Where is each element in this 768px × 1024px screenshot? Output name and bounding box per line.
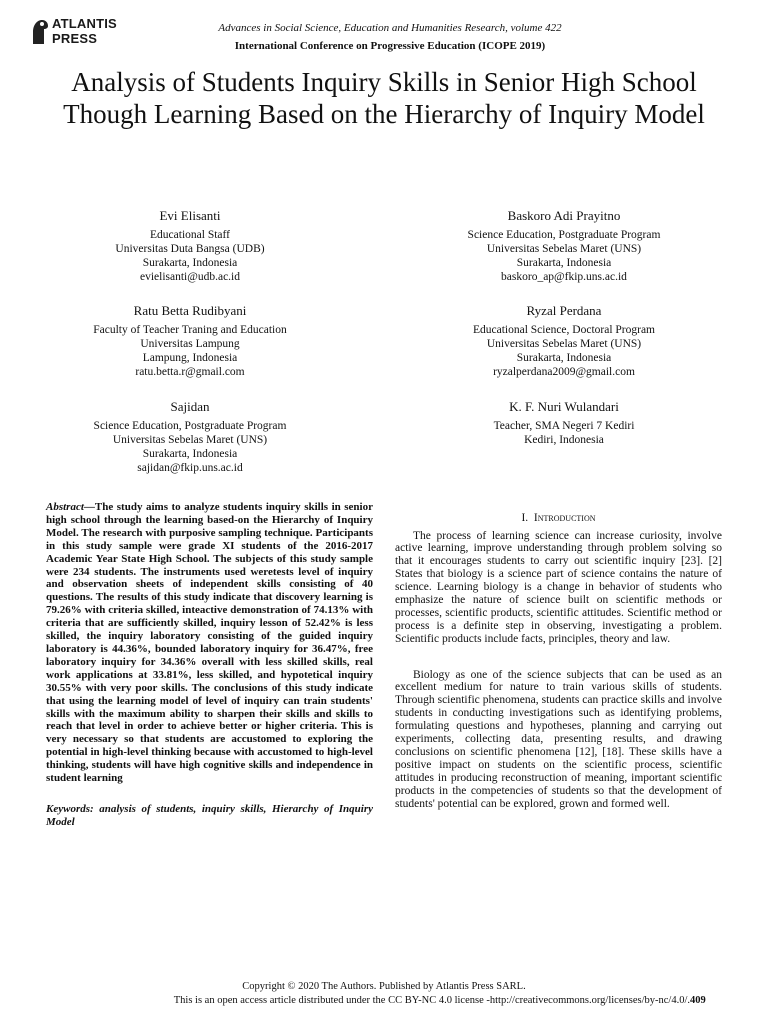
conference-header: International Conference on Progressive Education (ICOPE 2019): [234, 40, 546, 52]
author-block: [40, 209, 340, 284]
author-affiliation-line: Science Education, Postgraduate Program: [93, 420, 287, 432]
author-name: Baskoro Adi Prayitno: [507, 208, 621, 223]
author-affiliation-line: Educational Science, Doctoral Program: [472, 324, 656, 336]
license-link[interactable]: This is an open access article distributed under the CC BY-NC 4.0 license -http://creativecommons.org/licenses/by-nc/4.0/.: [173, 995, 690, 1006]
intro-paragraph: Biology as one of the science subjects that can be used as an excellent medium for nature to train various skills of students. Through scientific phenomena, students can practice skills and involve students in conducting investigations such as identifying problems, formulating questions and hypotheses, planning and carrying out experiments, collecting data, presenting results, and drawing conclusions on scientific phenomena [12], [18]. These skills have a positive impact on students on the scientific process, scientific attitudes in producing reconstruction of meaning, important scientific products in the competencies of students so that the development of students' potential can be explored, grown and formed well.: [395, 668, 722, 810]
author-name: Sajidan: [170, 399, 210, 414]
author-affiliation-line: Universitas Sebelas Maret (UNS): [486, 243, 642, 255]
copyright-notice: Copyright © 2020 The Authors. Published by Atlantis Press SARL.: [242, 981, 526, 992]
intro-paragraph: The process of learning science can increase curiosity, involve active learning, improve understanding through problem solving so that it encourages students to carry out scientific inquiry [23]. [2] States that biology is a science part of science contains the nature of science. Learning biology is a change in behavior of students who emphasize the nature of science built on scientific methods or processes, scientific products, scientific attitudes. Scientific method or process is a definite step in observing, investigating a problem. Scientific products include facts, principles, theory and law.: [395, 529, 722, 645]
author-block: [40, 304, 340, 379]
section-title: Introduction: [533, 512, 596, 524]
paper-title: Analysis of Students Inquiry Skills in Senior High School Though Learning Based on the Hierarchy of Inquiry Model: [63, 67, 705, 129]
author-affiliation-line: Surakarta, Indonesia: [516, 257, 612, 269]
author-affiliation-line: Surakarta, Indonesia: [516, 352, 612, 364]
abstract-text: —The study aims to analyze students inquiry skills in senior high school through the learning based-on the Hierarchy of Inquiry Model. The research with purposive sampling technique. Participants in this study sample were grade XI students of the 2016-2017 Academic Year State High School. The subjects of this study sample were 234 students. The instruments used weretests level of inquiry and observation sheets of independent skills consisting of 40 questions. The results of this study indicate that discovery learning is 79.26% with criteria skilled, inteactive demonstration of 74.13% with criteria that are sufficiently skilled, inquiry lesson of 52.42% is less skilled, the inquiry laboratory consisting of the guided inquiry laboratory is 44.36%, bounded laboratory inquiry for 36.47%, free laboratory inquiry for 34.36% overall with less skilled skills, real work applications at 33.81%, less skilled, and hypotetical inquiry 30.55% with very poor skills. The conclusions of this study indicate that using the learning model of level of inquiry can train students' skills with the maximum ability to sharpen their skills and skills to reach that level in order to achieve better or higher criteria. This is very necessary so that students are accustomed to exploring the potential in high-level thinking because with accustomed to high-level thinking, students will have high cognitive skills and independence in student learning: [46, 501, 373, 785]
author-email: sajidan@fkip.uns.ac.id: [137, 462, 243, 474]
author-affiliation-line: Surakarta, Indonesia: [142, 448, 238, 460]
publisher-logo-icon: [30, 16, 50, 46]
publisher-name-line1: ATLANTIS: [52, 16, 117, 31]
page-number: 409: [690, 995, 706, 1006]
author-name: Evi Elisanti: [159, 208, 221, 223]
author-affiliation-line: Teacher, SMA Negeri 7 Kediri: [493, 420, 635, 432]
author-affiliation-line: Educational Staff: [150, 229, 230, 241]
author-block: [414, 209, 714, 284]
author-block: [40, 400, 340, 475]
author-email: ryzalperdana2009@gmail.com: [493, 366, 635, 378]
author-name: Ratu Betta Rudibyani: [133, 303, 247, 318]
author-email: baskoro_ap@fkip.uns.ac.id: [501, 271, 627, 283]
keywords: Keywords: analysis of students, inquiry skills, Hierarchy of Inquiry Model: [46, 803, 373, 828]
publisher-name-line2: PRESS: [52, 31, 98, 46]
author-affiliation-line: Kediri, Indonesia: [524, 434, 604, 446]
author-affiliation-line: Universitas Sebelas Maret (UNS): [486, 338, 642, 350]
author-email: evielisanti@udb.ac.id: [139, 271, 240, 283]
author-name: K. F. Nuri Wulandari: [509, 399, 619, 414]
author-affiliation-line: Surakarta, Indonesia: [142, 257, 238, 269]
journal-header: Advances in Social Science, Education and Humanities Research, volume 422: [218, 22, 562, 34]
author-affiliation-line: Science Education, Postgraduate Program: [467, 229, 661, 241]
section-number: I.: [521, 512, 529, 524]
author-affiliation-line: Faculty of Teacher Traning and Education: [93, 324, 287, 336]
author-affiliation-line: Universitas Lampung: [140, 338, 240, 350]
abstract: [46, 501, 373, 785]
author-affiliation-line: Lampung, Indonesia: [142, 352, 238, 364]
abstract-label: Abstract: [46, 501, 84, 513]
author-affiliation-line: Universitas Duta Bangsa (UDB): [115, 243, 265, 255]
publisher-logo: [30, 16, 130, 50]
author-email: ratu.betta.r@gmail.com: [135, 366, 245, 378]
section-heading-introduction: [395, 512, 722, 524]
author-block: [414, 304, 714, 379]
author-block: [414, 400, 714, 447]
author-name: Ryzal Perdana: [526, 303, 602, 318]
author-affiliation-line: Universitas Sebelas Maret (UNS): [112, 434, 268, 446]
